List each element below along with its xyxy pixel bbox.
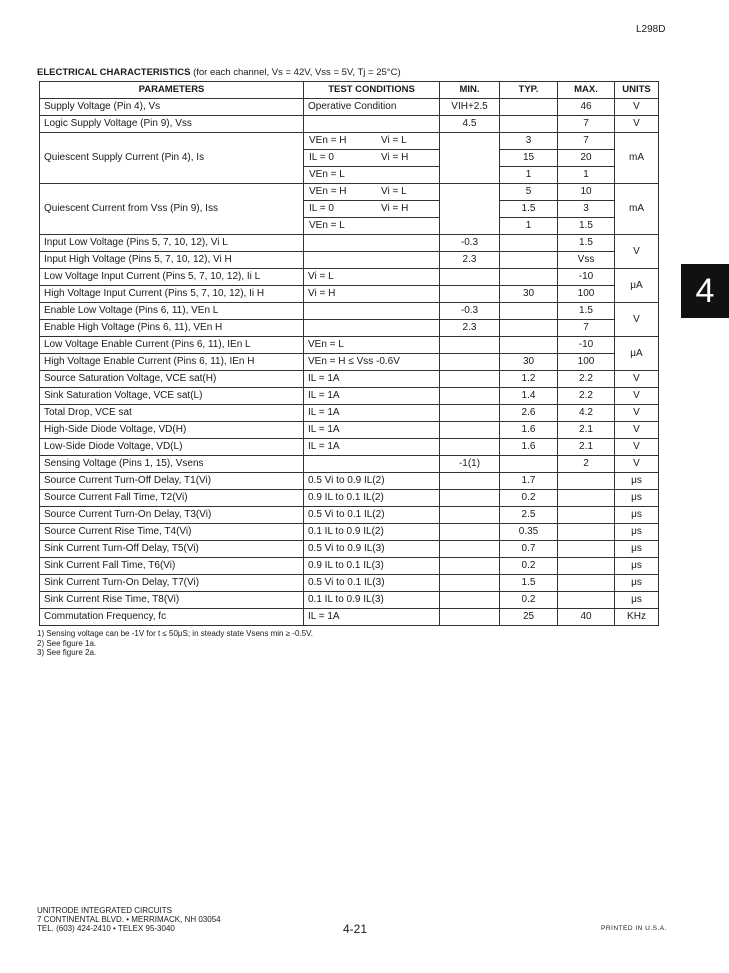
param-cell: Sink Current Turn-Off Delay, T5(Vi) (40, 541, 304, 558)
cond-cell: IL = 1A (304, 439, 440, 456)
param-cell: Sink Current Fall Time, T6(Vi) (40, 558, 304, 575)
units-cell: V (615, 371, 659, 388)
min-cell: -0.3 (440, 235, 500, 252)
table-row (40, 473, 659, 490)
max-cell (558, 507, 615, 524)
units-cell: μs (615, 490, 659, 507)
cond-cell: VEn = H ≤ Vss -0.6V (304, 354, 440, 371)
typ-cell (500, 269, 558, 286)
typ-cell: 1.6 (500, 422, 558, 439)
max-cell (558, 184, 615, 235)
min-cell (440, 133, 500, 184)
cond-cell (304, 320, 440, 337)
table-row (40, 252, 659, 269)
cond-part: Vi = L (381, 186, 407, 197)
units-cell: V (615, 235, 659, 269)
min-cell (440, 473, 500, 490)
max-cell (558, 524, 615, 541)
table-row (40, 388, 659, 405)
min-cell: -1(1) (440, 456, 500, 473)
param-cell: Enable Low Voltage (Pins 6, 11), VEn L (40, 303, 304, 320)
param-cell: Sink Saturation Voltage, VCE sat(L) (40, 388, 304, 405)
units-cell: V (615, 422, 659, 439)
typ-cell (500, 235, 558, 252)
units-cell: μA (615, 337, 659, 371)
table-row (40, 439, 659, 456)
param-cell: Source Current Fall Time, T2(Vi) (40, 490, 304, 507)
typ-cell: 30 (500, 286, 558, 303)
table-row (40, 269, 659, 286)
typ-cell: 2.5 (500, 507, 558, 524)
min-cell: VIH+2.5 (440, 99, 500, 116)
cond-cell: 0.1 IL to 0.9 IL(2) (304, 524, 440, 541)
cond-cell: IL = 1A (304, 609, 440, 626)
param-cell: Supply Voltage (Pin 4), Vs (40, 99, 304, 116)
max-cell (558, 541, 615, 558)
table-row (40, 422, 659, 439)
min-cell: -0.3 (440, 303, 500, 320)
param-cell: Quiescent Supply Current (Pin 4), Is (40, 133, 304, 184)
cond-part: VEn = L (309, 220, 345, 231)
table-title-bold: ELECTRICAL CHARACTERISTICS (37, 67, 191, 78)
cond-cell: 0.9 IL to 0.1 IL(3) (304, 558, 440, 575)
simple-rows (40, 371, 659, 626)
table-row (40, 99, 659, 116)
table-row (40, 456, 659, 473)
typ-cell (500, 116, 558, 133)
typ-cell: 1.4 (500, 388, 558, 405)
units-cell: μs (615, 592, 659, 609)
min-cell (440, 592, 500, 609)
cond-cell: Operative Condition (304, 99, 440, 116)
min-cell (440, 558, 500, 575)
footnote: 3) See figure 2a. (37, 648, 97, 657)
min-cell (440, 388, 500, 405)
cond-part: VEn = H (309, 186, 347, 197)
units-cell: mA (615, 133, 659, 184)
table-row (40, 337, 659, 354)
table-title-conditions: (for each channel, Vs = 42V, Vss = 5V, Tj = 25°C) (193, 67, 401, 78)
table-row (40, 303, 659, 320)
cond-cell: Vi = H (304, 286, 440, 303)
typ-cell: 1.2 (500, 371, 558, 388)
min-cell (440, 439, 500, 456)
typ-cell: 0.7 (500, 541, 558, 558)
min-cell (440, 490, 500, 507)
section-tab: 4 (681, 264, 729, 318)
param-cell: High Voltage Input Current (Pins 5, 7, 10, 12), Ii H (40, 286, 304, 303)
cond-cell (304, 133, 440, 184)
table-row (40, 371, 659, 388)
page-number: 4-21 (343, 922, 368, 936)
cond-part: Vi = H (381, 152, 409, 163)
footer-address-block (37, 906, 221, 933)
cond-part: Vi = H (381, 203, 409, 214)
typ-cell: 1.7 (500, 473, 558, 490)
param-cell: Input Low Voltage (Pins 5, 7, 10, 12), Vi L (40, 235, 304, 252)
cond-cell: 0.1 IL to 0.9 IL(3) (304, 592, 440, 609)
table-row (40, 609, 659, 626)
typ-cell (500, 337, 558, 354)
units-cell: V (615, 116, 659, 133)
units-cell: μs (615, 473, 659, 490)
col-units: UNITS (615, 82, 659, 99)
cond-cell: IL = 1A (304, 422, 440, 439)
table-row (40, 490, 659, 507)
typ-value: 1 (500, 166, 557, 183)
max-value: 3 (558, 200, 614, 217)
part-number: L298D (636, 24, 666, 35)
table-row (40, 541, 659, 558)
max-cell: 100 (558, 354, 615, 371)
units-cell: μs (615, 524, 659, 541)
units-cell: V (615, 439, 659, 456)
param-cell: Source Saturation Voltage, VCE sat(H) (40, 371, 304, 388)
param-cell: High Voltage Enable Current (Pins 6, 11), IEn H (40, 354, 304, 371)
min-cell (440, 286, 500, 303)
typ-value: 1 (500, 217, 557, 234)
max-cell: 2.1 (558, 439, 615, 456)
cond-cell: IL = 1A (304, 405, 440, 422)
max-cell: 7 (558, 116, 615, 133)
param-cell: Low-Side Diode Voltage, VD(L) (40, 439, 304, 456)
min-cell (440, 184, 500, 235)
typ-value: 3 (525, 135, 532, 146)
typ-cell: 0.2 (500, 592, 558, 609)
typ-cell (500, 456, 558, 473)
param-cell: Enable High Voltage (Pins 6, 11), VEn H (40, 320, 304, 337)
cond-cell (304, 184, 440, 235)
cond-cell: IL = 1A (304, 388, 440, 405)
max-cell: 1.5 (558, 235, 615, 252)
min-cell (440, 269, 500, 286)
param-cell: Logic Supply Voltage (Pin 9), Vss (40, 116, 304, 133)
footnote: 1) Sensing voltage can be -1V for t ≤ 50μS; in steady state Vsens min ≥ -0.5V. (37, 629, 313, 638)
min-cell (440, 524, 500, 541)
typ-cell (500, 303, 558, 320)
max-cell: 4.2 (558, 405, 615, 422)
cond-cell: 0.5 Vi to 0.1 IL(2) (304, 507, 440, 524)
max-cell: -10 (558, 269, 615, 286)
max-cell: 2.2 (558, 371, 615, 388)
param-cell: Commutation Frequency, fc (40, 609, 304, 626)
units-cell: μs (615, 558, 659, 575)
units-cell: mA (615, 184, 659, 235)
units-cell: V (615, 405, 659, 422)
units-cell: μs (615, 575, 659, 592)
cond-part: Vi = L (381, 135, 407, 146)
param-cell: Sink Current Turn-On Delay, T7(Vi) (40, 575, 304, 592)
typ-cell (500, 320, 558, 337)
table-row (40, 286, 659, 303)
table-row (40, 133, 659, 184)
typ-cell: 0.2 (500, 558, 558, 575)
typ-cell (500, 99, 558, 116)
footnotes (37, 629, 313, 658)
max-cell: 40 (558, 609, 615, 626)
max-cell (558, 592, 615, 609)
typ-cell (500, 133, 558, 184)
param-cell: Sensing Voltage (Pins 1, 15), Vsens (40, 456, 304, 473)
footer-phone: TEL. (603) 424-2410 • TELEX 95-3040 (37, 924, 175, 933)
max-value: 20 (558, 149, 614, 166)
table-row (40, 354, 659, 371)
cond-cell (304, 235, 440, 252)
cond-part: VEn = H (309, 135, 347, 146)
units-cell: μs (615, 541, 659, 558)
min-cell: 2.3 (440, 252, 500, 269)
typ-cell: 25 (500, 609, 558, 626)
cond-cell: 0.9 IL to 0.1 IL(2) (304, 490, 440, 507)
footer-company: UNITRODE INTEGRATED CIRCUITS (37, 906, 172, 915)
min-cell (440, 609, 500, 626)
cond-cell: Vi = L (304, 269, 440, 286)
table-row (40, 320, 659, 337)
typ-cell: 1.6 (500, 439, 558, 456)
max-cell: 2 (558, 456, 615, 473)
units-cell: V (615, 456, 659, 473)
min-cell: 4.5 (440, 116, 500, 133)
min-cell (440, 337, 500, 354)
electrical-characteristics-table (39, 81, 659, 626)
param-cell: Input High Voltage (Pins 5, 7, 10, 12), Vi H (40, 252, 304, 269)
table-row (40, 507, 659, 524)
units-cell: KHz (615, 609, 659, 626)
max-value: 7 (583, 135, 589, 146)
typ-value: 1.5 (500, 200, 557, 217)
max-value: 1 (558, 166, 614, 183)
param-cell: Source Current Rise Time, T4(Vi) (40, 524, 304, 541)
cond-part: VEn = L (309, 169, 345, 180)
typ-cell: 0.2 (500, 490, 558, 507)
cond-cell (304, 252, 440, 269)
max-value: 10 (580, 186, 592, 197)
param-cell: Total Drop, VCE sat (40, 405, 304, 422)
typ-cell: 1.5 (500, 575, 558, 592)
footnote: 2) See figure 1a. (37, 638, 97, 648)
param-cell: High-Side Diode Voltage, VD(H) (40, 422, 304, 439)
param-cell: Quiescent Current from Vss (Pin 9), Iss (40, 184, 304, 235)
max-cell: Vss (558, 252, 615, 269)
min-cell (440, 354, 500, 371)
printed-in: PRINTED IN U.S.A. (601, 925, 667, 932)
cond-cell: IL = 1A (304, 371, 440, 388)
typ-cell (500, 252, 558, 269)
cond-cell: 0.5 Vi to 0.1 IL(3) (304, 575, 440, 592)
footer-address: 7 CONTINENTAL BLVD. • MERRIMACK, NH 03054 (37, 915, 221, 924)
units-cell: V (615, 388, 659, 405)
cond-cell: 0.5 Vi to 0.9 IL(2) (304, 473, 440, 490)
min-cell (440, 371, 500, 388)
units-cell: μs (615, 507, 659, 524)
min-cell (440, 575, 500, 592)
col-min: MIN. (440, 82, 500, 99)
cond-cell: 0.5 Vi to 0.9 IL(3) (304, 541, 440, 558)
table-row (40, 558, 659, 575)
typ-cell: 2.6 (500, 405, 558, 422)
max-cell: 100 (558, 286, 615, 303)
max-value: 1.5 (558, 217, 614, 234)
min-cell (440, 405, 500, 422)
min-cell (440, 422, 500, 439)
cond-cell (304, 116, 440, 133)
table-row (40, 524, 659, 541)
min-cell: 2.3 (440, 320, 500, 337)
col-typ: TYP. (500, 82, 558, 99)
col-parameters: PARAMETERS (40, 82, 304, 99)
table-row (40, 405, 659, 422)
units-cell: V (615, 303, 659, 337)
table-row (40, 575, 659, 592)
col-max: MAX. (558, 82, 615, 99)
table-row (40, 235, 659, 252)
cond-part: IL = 0 (309, 152, 334, 163)
max-cell (558, 473, 615, 490)
max-cell: -10 (558, 337, 615, 354)
min-cell (440, 541, 500, 558)
typ-cell: 30 (500, 354, 558, 371)
param-cell: Source Current Turn-On Delay, T3(Vi) (40, 507, 304, 524)
max-cell: 1.5 (558, 303, 615, 320)
max-cell: 2.2 (558, 388, 615, 405)
cond-cell: VEn = L (304, 337, 440, 354)
param-cell: Source Current Turn-Off Delay, T1(Vi) (40, 473, 304, 490)
max-cell (558, 490, 615, 507)
max-cell: 46 (558, 99, 615, 116)
table-row (40, 184, 659, 235)
units-cell: V (615, 99, 659, 116)
cond-cell (304, 303, 440, 320)
table-title (37, 67, 401, 78)
cond-part: IL = 0 (309, 203, 334, 214)
typ-cell: 0.35 (500, 524, 558, 541)
max-cell: 2.1 (558, 422, 615, 439)
table-row (40, 116, 659, 133)
param-cell: Low Voltage Input Current (Pins 5, 7, 10, 12), Ii L (40, 269, 304, 286)
typ-cell (500, 184, 558, 235)
max-cell (558, 133, 615, 184)
units-cell: μA (615, 269, 659, 303)
typ-value: 15 (500, 149, 557, 166)
max-cell (558, 575, 615, 592)
max-cell (558, 558, 615, 575)
typ-value: 5 (525, 186, 532, 197)
col-test-conditions: TEST CONDITIONS (304, 82, 440, 99)
table-header-row (40, 82, 659, 99)
max-cell: 7 (558, 320, 615, 337)
min-cell (440, 507, 500, 524)
param-cell: Low Voltage Enable Current (Pins 6, 11), IEn L (40, 337, 304, 354)
cond-cell (304, 456, 440, 473)
table-row (40, 592, 659, 609)
param-cell: Sink Current Rise Time, T8(Vi) (40, 592, 304, 609)
